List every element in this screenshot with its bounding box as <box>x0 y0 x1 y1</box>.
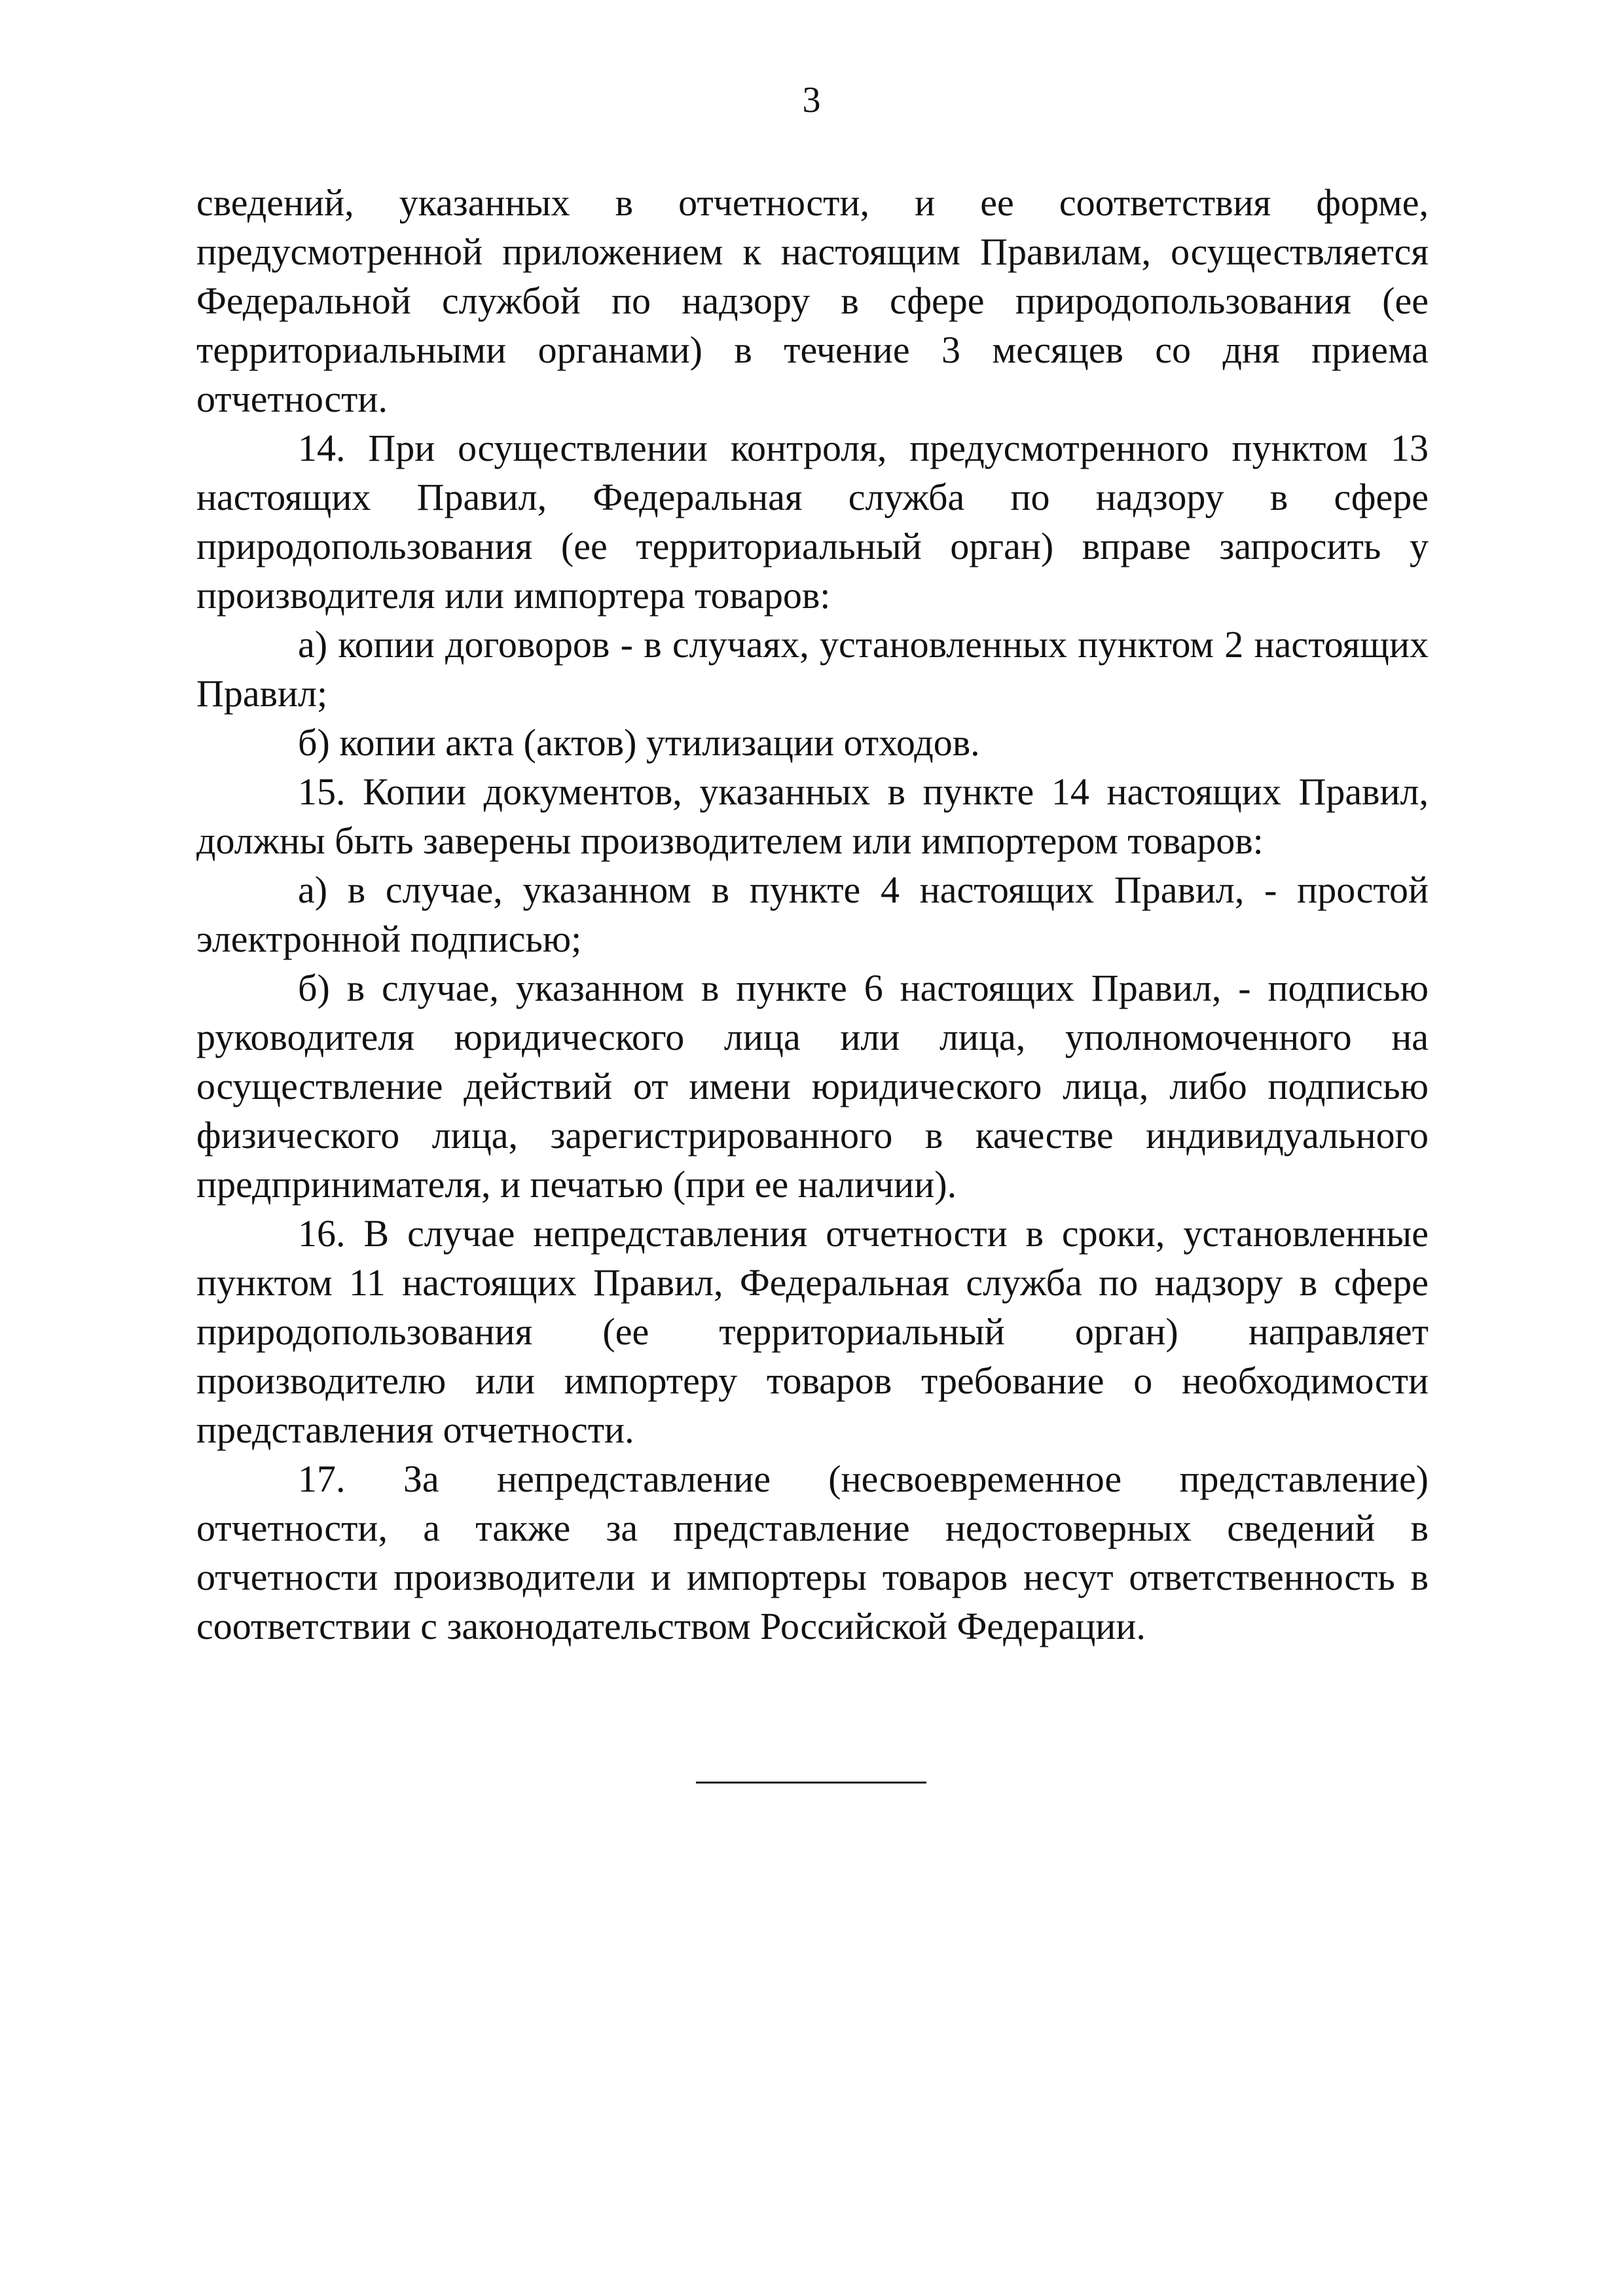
paragraph-15-a: а) в случае, указанном в пункте 4 настоящих Правил, - простой электронной подписью; <box>196 869 1429 960</box>
paragraph-continuation: сведений, указанных в отчетности, и ее соответствия форме, предусмотренной приложением к настоящим Правилам, осуществляется Федеральной службой по надзору в сфере природопользования (ее территориальными органами) в течение 3 месяцев со дня приема отчетности. <box>196 181 1429 420</box>
paragraph-15-b: б) в случае, указанном в пункте 6 настоящих Правил, - подписью руководителя юридического лица или лица, уполномоченного на осуществление действий от имени юридического лица, либо подписью физического лица, зарегистрированного в качестве индивидуального предпринимателя, и печатью (при ее наличии). <box>196 967 1429 1206</box>
paragraph-17: 17. За непредставление (несвоевременное представление) отчетности, а также за представление недостоверных сведений в отчетности производители и импортеры товаров несут ответственность в соответствии с законодательством Российской Федерации. <box>196 1458 1429 1647</box>
page-number: 3 <box>802 80 821 120</box>
paragraph-14-b: б) копии акта (актов) утилизации отходов. <box>298 721 980 764</box>
paragraph-15: 15. Копии документов, указанных в пункте 14 настоящих Правил, должны быть заверены производителем или импортером товаров: <box>196 770 1429 862</box>
paragraph-14-a: а) копии договоров - в случаях, установленных пунктом 2 настоящих Правил; <box>196 623 1429 715</box>
document-body <box>196 178 1429 1651</box>
closing-separator-line <box>696 1782 926 1784</box>
paragraph-14: 14. При осуществлении контроля, предусмотренного пунктом 13 настоящих Правил, Федеральная служба по надзору в сфере природопользования (ее территориальный орган) вправе запросить у производителя или импортера товаров: <box>196 427 1429 617</box>
paragraph-16: 16. В случае непредставления отчетности в сроки, установленные пунктом 11 настоящих Правил, Федеральная служба по надзору в сфере природопользования (ее территориальный орган) направляет производителю или импортеру товаров требование о необходимости представления отчетности. <box>196 1212 1429 1451</box>
